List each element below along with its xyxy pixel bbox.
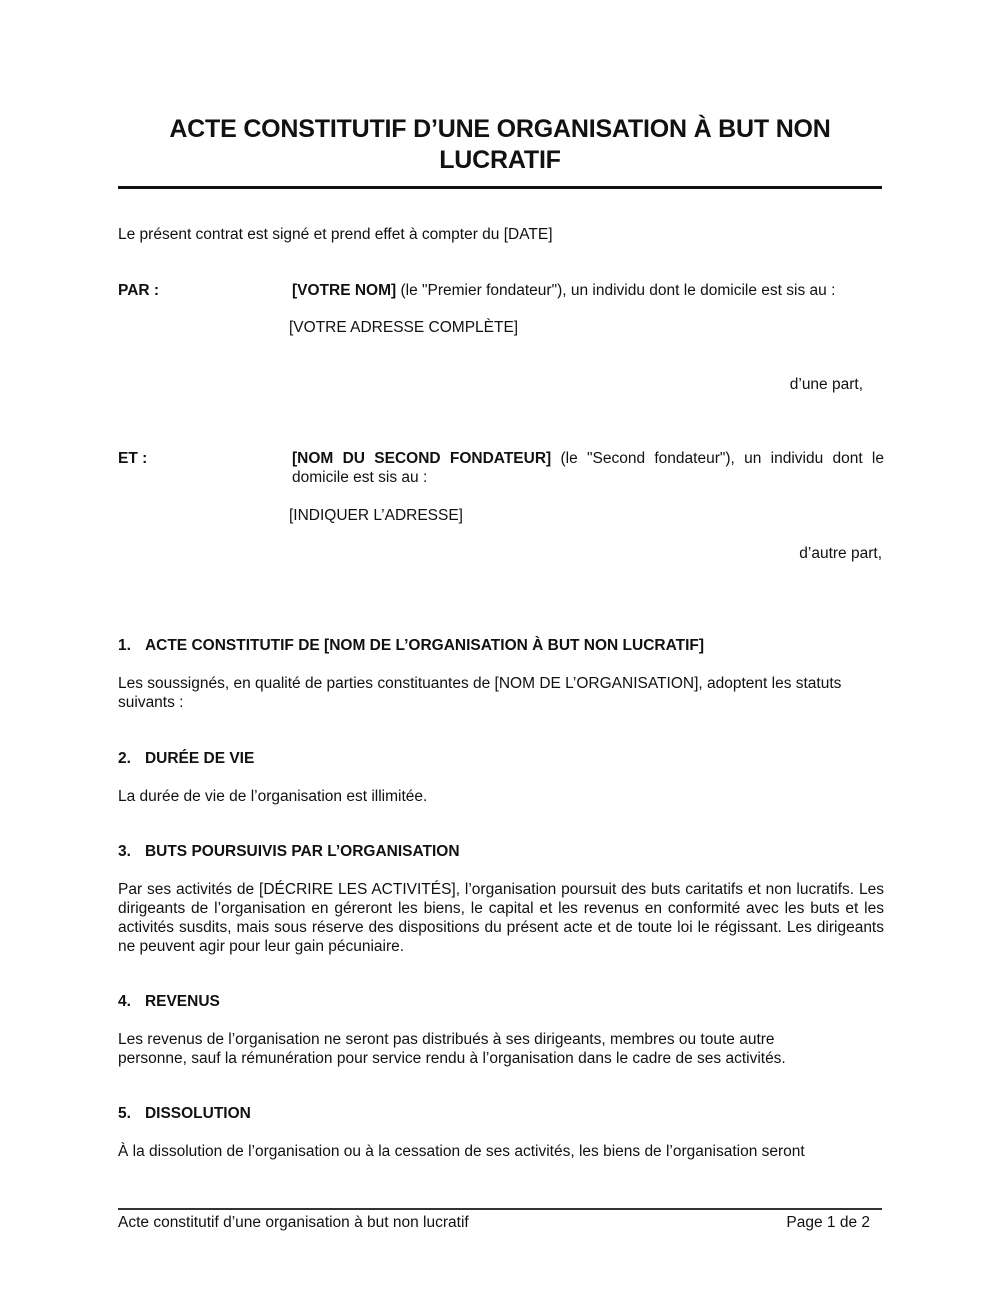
section-1-body: Les soussignés, en qualité de parties constituantes de [NOM DE L’ORGANISATION], adoptent les statuts suivants : [118,675,842,711]
section-2-heading [118,749,254,768]
document-title: ACTE CONSTITUTIF D’UNE ORGANISATION À BUT NON LUCRATIF [169,115,831,174]
party-2-text [292,449,884,487]
title-divider [118,186,882,189]
party-2-description: (le "Second fondateur"), un individu dont le domicile est sis au : [292,450,884,486]
party-1-closing: d’une part, [789,376,863,393]
party-1-label: PAR : [118,282,160,299]
section-5-title: DISSOLUTION [144,1105,251,1122]
party-2-closing: d’autre part, [799,545,882,562]
section-5-heading [118,1104,251,1123]
section-5-body: À la dissolution de l’organisation ou à la cessation de ses activités, les biens de l’organisation seront [118,1143,805,1160]
footer-page-number: Page 1 de 2 [786,1214,870,1231]
party-2-address: [INDIQUER L’ADRESSE] [289,507,463,524]
section-2-title: DURÉE DE VIE [144,750,255,767]
intro-text: Le présent contrat est signé et prend effet à compter du [DATE] [118,226,553,243]
party-1-address: [VOTRE ADRESSE COMPLÈTE] [289,319,519,336]
party-1-description: (le "Premier fondateur"), un individu dont le domicile est sis au : [396,282,836,299]
party-1-name: [VOTRE NOM] [292,282,397,299]
section-2-body: La durée de vie de l’organisation est illimitée. [118,788,428,805]
section-3-heading [118,842,460,861]
section-1-number: 1. [118,637,131,654]
section-1-title: ACTE CONSTITUTIF DE [NOM DE L’ORGANISATION À BUT NON LUCRATIF] [144,637,705,654]
section-3-title: BUTS POURSUIVIS PAR L’ORGANISATION [144,843,460,860]
section-4-title: REVENUS [144,993,220,1010]
section-1-heading [118,636,704,655]
section-3-body: Par ses activités de [DÉCRIRE LES ACTIVITÉS], l’organisation poursuit des buts caritatifs et non lucratifs. Les dirigeants de l’organisation en géreront les biens, le capital et les revenus en conformité avec les buts et les activités susdits, mais sous réserve des dispositions du présent acte et de toute loi le régissant. Les dirigeants ne peuvent agir pour leur gain pécuniaire. [118,881,884,955]
party-2-label: ET : [118,450,148,467]
party-1-text [292,281,892,300]
party-2-name: [NOM DU SECOND FONDATEUR] [292,450,552,467]
section-2-number: 2. [118,750,131,767]
section-4-body: Les revenus de l’organisation ne seront pas distribués à ses dirigeants, membres ou toute autre personne, sauf la rémunération pour service rendu à l’organisation dans le cadre de ses activités. [118,1031,786,1067]
section-4-number: 4. [118,993,131,1010]
section-4-heading [118,992,220,1011]
footer-divider [118,1208,882,1210]
section-3-number: 3. [118,843,131,860]
footer-document-name: Acte constitutif d’une organisation à but non lucratif [118,1214,469,1231]
section-5-number: 5. [118,1105,131,1122]
